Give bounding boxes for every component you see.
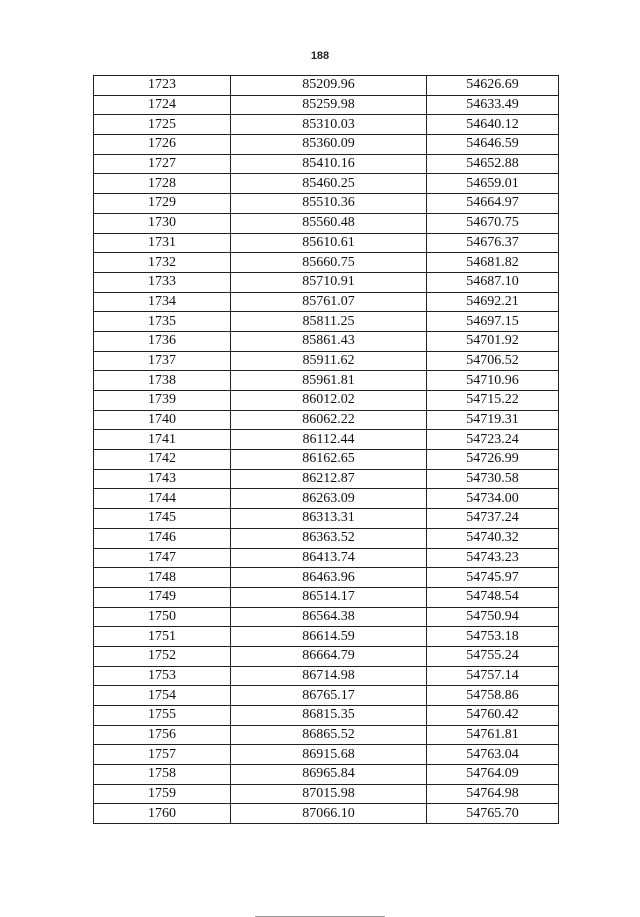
- table-row: [94, 253, 559, 273]
- y-coordinate-cell: 54761.81: [427, 725, 559, 745]
- table-row: [94, 804, 559, 824]
- table-row: [94, 292, 559, 312]
- x-coordinate-cell: 85410.16: [231, 154, 427, 174]
- point-number-cell: 1733: [94, 272, 231, 292]
- table-row: [94, 312, 559, 332]
- point-number-cell: 1731: [94, 233, 231, 253]
- x-coordinate-cell: 87066.10: [231, 804, 427, 824]
- table-row: [94, 272, 559, 292]
- x-coordinate-cell: 86664.79: [231, 646, 427, 666]
- x-coordinate-cell: 86865.52: [231, 725, 427, 745]
- x-coordinate-cell: 86363.52: [231, 528, 427, 548]
- y-coordinate-cell: 54626.69: [427, 76, 559, 96]
- table-row: [94, 430, 559, 450]
- x-coordinate-cell: 86313.31: [231, 509, 427, 529]
- x-coordinate-cell: 86815.35: [231, 706, 427, 726]
- y-coordinate-cell: 54758.86: [427, 686, 559, 706]
- point-number-cell: 1748: [94, 568, 231, 588]
- x-coordinate-cell: 87015.98: [231, 784, 427, 804]
- table-row: [94, 765, 559, 785]
- x-coordinate-cell: 85861.43: [231, 331, 427, 351]
- point-number-cell: 1728: [94, 174, 231, 194]
- table-row: [94, 469, 559, 489]
- y-coordinate-cell: 54737.24: [427, 509, 559, 529]
- y-coordinate-cell: 54760.42: [427, 706, 559, 726]
- x-coordinate-cell: 85610.61: [231, 233, 427, 253]
- y-coordinate-cell: 54755.24: [427, 646, 559, 666]
- table-row: [94, 587, 559, 607]
- table-row: [94, 233, 559, 253]
- page-number: 188: [310, 50, 330, 62]
- x-coordinate-cell: 86112.44: [231, 430, 427, 450]
- table-row: [94, 548, 559, 568]
- y-coordinate-cell: 54659.01: [427, 174, 559, 194]
- x-coordinate-cell: 85911.62: [231, 351, 427, 371]
- x-coordinate-cell: 86514.17: [231, 587, 427, 607]
- table-row: [94, 194, 559, 214]
- y-coordinate-cell: 54740.32: [427, 528, 559, 548]
- table-row: [94, 391, 559, 411]
- x-coordinate-cell: 85310.03: [231, 115, 427, 135]
- x-coordinate-cell: 86413.74: [231, 548, 427, 568]
- y-coordinate-cell: 54652.88: [427, 154, 559, 174]
- x-coordinate-cell: 85209.96: [231, 76, 427, 96]
- table-row: [94, 174, 559, 194]
- point-number-cell: 1725: [94, 115, 231, 135]
- y-coordinate-cell: 54670.75: [427, 213, 559, 233]
- y-coordinate-cell: 54764.09: [427, 765, 559, 785]
- table-row: [94, 331, 559, 351]
- table-row: [94, 509, 559, 529]
- x-coordinate-cell: 85761.07: [231, 292, 427, 312]
- x-coordinate-cell: 86614.59: [231, 627, 427, 647]
- y-coordinate-cell: 54765.70: [427, 804, 559, 824]
- point-number-cell: 1727: [94, 154, 231, 174]
- y-coordinate-cell: 54701.92: [427, 331, 559, 351]
- y-coordinate-cell: 54692.21: [427, 292, 559, 312]
- point-number-cell: 1726: [94, 135, 231, 155]
- x-coordinate-cell: 86162.65: [231, 450, 427, 470]
- point-number-cell: 1730: [94, 213, 231, 233]
- point-number-cell: 1741: [94, 430, 231, 450]
- table-row: [94, 686, 559, 706]
- x-coordinate-cell: 86263.09: [231, 489, 427, 509]
- point-number-cell: 1744: [94, 489, 231, 509]
- y-coordinate-cell: 54743.23: [427, 548, 559, 568]
- point-number-cell: 1753: [94, 666, 231, 686]
- x-coordinate-cell: 85811.25: [231, 312, 427, 332]
- y-coordinate-cell: 54719.31: [427, 410, 559, 430]
- point-number-cell: 1759: [94, 784, 231, 804]
- y-coordinate-cell: 54734.00: [427, 489, 559, 509]
- table-row: [94, 784, 559, 804]
- y-coordinate-cell: 54715.22: [427, 391, 559, 411]
- table-row: [94, 607, 559, 627]
- y-coordinate-cell: 54681.82: [427, 253, 559, 273]
- x-coordinate-cell: 85510.36: [231, 194, 427, 214]
- point-number-cell: 1738: [94, 371, 231, 391]
- point-number-cell: 1750: [94, 607, 231, 627]
- y-coordinate-cell: 54710.96: [427, 371, 559, 391]
- table-row: [94, 627, 559, 647]
- y-coordinate-cell: 54763.04: [427, 745, 559, 765]
- point-number-cell: 1734: [94, 292, 231, 312]
- y-coordinate-cell: 54757.14: [427, 666, 559, 686]
- y-coordinate-cell: 54697.15: [427, 312, 559, 332]
- y-coordinate-cell: 54687.10: [427, 272, 559, 292]
- y-coordinate-cell: 54730.58: [427, 469, 559, 489]
- table-row: [94, 213, 559, 233]
- table-row: [94, 646, 559, 666]
- table-row: [94, 666, 559, 686]
- table-row: [94, 115, 559, 135]
- x-coordinate-cell: 85660.75: [231, 253, 427, 273]
- point-number-cell: 1723: [94, 76, 231, 96]
- point-number-cell: 1757: [94, 745, 231, 765]
- x-coordinate-cell: 86564.38: [231, 607, 427, 627]
- y-coordinate-cell: 54633.49: [427, 95, 559, 115]
- point-number-cell: 1754: [94, 686, 231, 706]
- table-row: [94, 568, 559, 588]
- point-number-cell: 1724: [94, 95, 231, 115]
- point-number-cell: 1739: [94, 391, 231, 411]
- point-number-cell: 1736: [94, 331, 231, 351]
- x-coordinate-cell: 85460.25: [231, 174, 427, 194]
- table-row: [94, 410, 559, 430]
- point-number-cell: 1735: [94, 312, 231, 332]
- point-number-cell: 1747: [94, 548, 231, 568]
- y-coordinate-cell: 54726.99: [427, 450, 559, 470]
- x-coordinate-cell: 86965.84: [231, 765, 427, 785]
- point-number-cell: 1746: [94, 528, 231, 548]
- x-coordinate-cell: 86062.22: [231, 410, 427, 430]
- y-coordinate-cell: 54676.37: [427, 233, 559, 253]
- x-coordinate-cell: 86714.98: [231, 666, 427, 686]
- table-row: [94, 95, 559, 115]
- point-number-cell: 1737: [94, 351, 231, 371]
- point-number-cell: 1729: [94, 194, 231, 214]
- coordinates-table-body: [94, 76, 559, 824]
- table-row: [94, 745, 559, 765]
- y-coordinate-cell: 54706.52: [427, 351, 559, 371]
- point-number-cell: 1752: [94, 646, 231, 666]
- table-row: [94, 706, 559, 726]
- x-coordinate-cell: 85360.09: [231, 135, 427, 155]
- x-coordinate-cell: 86012.02: [231, 391, 427, 411]
- y-coordinate-cell: 54764.98: [427, 784, 559, 804]
- x-coordinate-cell: 86765.17: [231, 686, 427, 706]
- x-coordinate-cell: 86463.96: [231, 568, 427, 588]
- point-number-cell: 1732: [94, 253, 231, 273]
- table-row: [94, 528, 559, 548]
- table-row: [94, 489, 559, 509]
- x-coordinate-cell: 86212.87: [231, 469, 427, 489]
- coordinates-table: [93, 75, 559, 824]
- table-row: [94, 154, 559, 174]
- y-coordinate-cell: 54646.59: [427, 135, 559, 155]
- table-row: [94, 76, 559, 96]
- y-coordinate-cell: 54664.97: [427, 194, 559, 214]
- point-number-cell: 1755: [94, 706, 231, 726]
- point-number-cell: 1758: [94, 765, 231, 785]
- x-coordinate-cell: 85961.81: [231, 371, 427, 391]
- x-coordinate-cell: 86915.68: [231, 745, 427, 765]
- point-number-cell: 1751: [94, 627, 231, 647]
- table-row: [94, 725, 559, 745]
- table-row: [94, 351, 559, 371]
- x-coordinate-cell: 85560.48: [231, 213, 427, 233]
- table-row: [94, 371, 559, 391]
- y-coordinate-cell: 54723.24: [427, 430, 559, 450]
- y-coordinate-cell: 54750.94: [427, 607, 559, 627]
- point-number-cell: 1745: [94, 509, 231, 529]
- table-row: [94, 450, 559, 470]
- point-number-cell: 1760: [94, 804, 231, 824]
- point-number-cell: 1743: [94, 469, 231, 489]
- y-coordinate-cell: 54748.54: [427, 587, 559, 607]
- y-coordinate-cell: 54753.18: [427, 627, 559, 647]
- point-number-cell: 1749: [94, 587, 231, 607]
- x-coordinate-cell: 85710.91: [231, 272, 427, 292]
- y-coordinate-cell: 54745.97: [427, 568, 559, 588]
- y-coordinate-cell: 54640.12: [427, 115, 559, 135]
- point-number-cell: 1740: [94, 410, 231, 430]
- table-row: [94, 135, 559, 155]
- point-number-cell: 1756: [94, 725, 231, 745]
- point-number-cell: 1742: [94, 450, 231, 470]
- x-coordinate-cell: 85259.98: [231, 95, 427, 115]
